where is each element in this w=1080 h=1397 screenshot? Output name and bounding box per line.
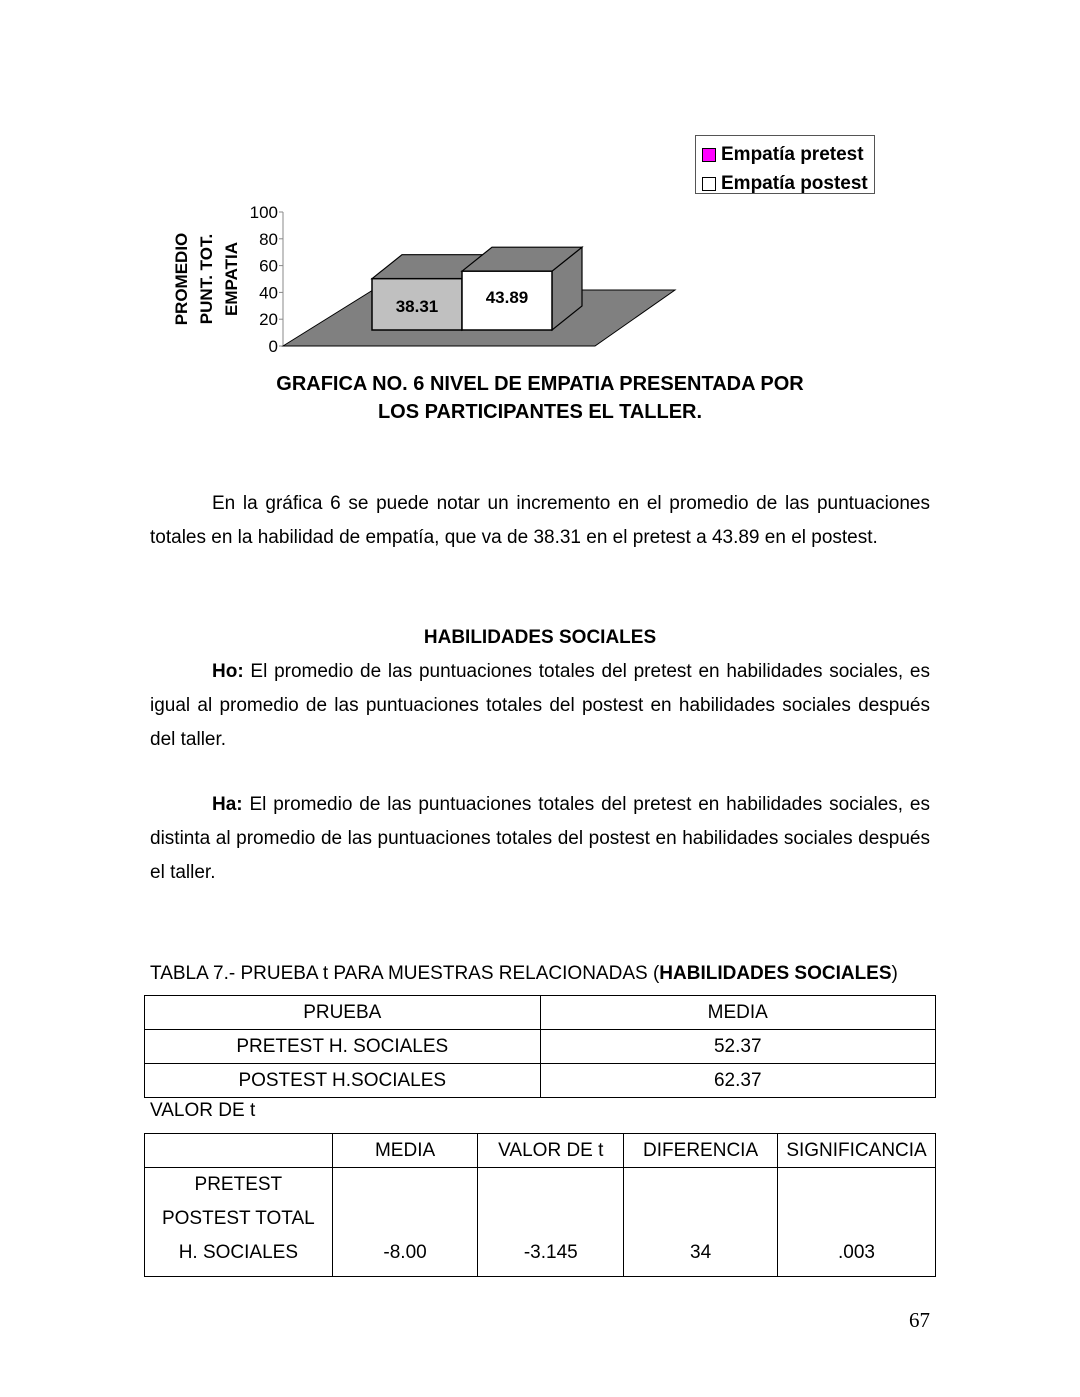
y-tick-label: 60: [259, 256, 278, 276]
legend-item-postest: [702, 169, 874, 198]
caption-line-2: LOS PARTICIPANTES EL TALLER.: [377, 401, 703, 423]
ho-label: Ho:: [212, 661, 244, 682]
table-row: [145, 1030, 936, 1064]
y-tick-label: 80: [259, 229, 278, 249]
row-label-line-3: H. SOCIALES: [178, 1242, 299, 1263]
y-axis-label: PROMEDIO: [172, 232, 191, 326]
table-7-title-bold: HABILIDADES SOCIALES: [659, 963, 892, 984]
row-label: [145, 1168, 333, 1277]
table-header-row: [145, 996, 936, 1030]
hypothesis-ha: [150, 788, 930, 890]
y-axis-label: EMPATIA: [222, 242, 241, 316]
paragraph-empathy: En la gráfica 6 se puede notar un incremento en el promedio de las puntuaciones totales en la habilidad de empatía, que va de 38.31 en el pretest a 43.89 en el postest.: [150, 493, 930, 548]
chart-caption: [150, 370, 930, 426]
y-tick-label: 100: [249, 203, 278, 222]
legend-item-pretest: [702, 140, 874, 169]
bar-data-label: 43.89: [485, 288, 529, 307]
table-7-title: [150, 957, 898, 991]
row-label: POSTEST H.SOCIALES: [145, 1064, 541, 1098]
bar-data-label: 38.31: [395, 297, 439, 316]
y-tick-label: 0: [268, 337, 278, 356]
header-media: MEDIA: [332, 1134, 478, 1168]
ha-label: Ha:: [212, 794, 243, 815]
table-row: [145, 1168, 936, 1277]
bar-postest: [462, 247, 582, 330]
table-7: [144, 995, 936, 1098]
cell-significancia: .003: [778, 1168, 936, 1277]
header-prueba: PRUEBA: [145, 996, 541, 1030]
header-media: MEDIA: [540, 996, 935, 1030]
header-significancia: SIGNIFICANCIA: [778, 1134, 936, 1168]
y-tick-label: 40: [259, 283, 278, 303]
section-title: HABILIDADES SOCIALES: [423, 627, 657, 648]
y-axis-label: PUNT. TOT.: [197, 233, 216, 325]
legend-swatch-postest: [702, 177, 716, 191]
header-empty: [145, 1134, 333, 1168]
row-value: 62.37: [540, 1064, 935, 1098]
row-label-line-2: POSTEST TOTAL: [161, 1208, 315, 1229]
chart-legend: [695, 135, 875, 194]
row-label-line-1: PRETEST: [194, 1174, 283, 1195]
table-7-title-prefix: TABLA 7.- PRUEBA t PARA MUESTRAS RELACIONADAS (: [150, 963, 660, 984]
legend-label-pretest: Empatía pretest: [721, 143, 864, 165]
caption-line-1: GRAFICA NO. 6 NIVEL DE EMPATIA PRESENTADA POR: [276, 373, 804, 395]
table-7-title-suffix: ): [891, 963, 898, 984]
legend-label-postest: Empatía postest: [721, 172, 868, 194]
t-value-table: [144, 1133, 936, 1277]
ha-text: El promedio de las puntuaciones totales del pretest en habilidades sociales, es distinta al promedio de las puntuaciones totales del postest en habilidades sociales después el taller.: [150, 794, 930, 883]
header-diferencia: DIFERENCIA: [624, 1134, 778, 1168]
legend-swatch-pretest: [702, 148, 716, 162]
row-label: PRETEST H. SOCIALES: [145, 1030, 541, 1064]
header-valor-t: VALOR DE t: [478, 1134, 624, 1168]
valor-de-t-label: VALOR DE t: [150, 1100, 256, 1121]
table-header-row: [145, 1134, 936, 1168]
row-value: 52.37: [540, 1030, 935, 1064]
page-number: 67: [909, 1308, 930, 1332]
cell-media: -8.00: [332, 1168, 478, 1277]
table-row: [145, 1064, 936, 1098]
hypothesis-ho: [150, 655, 930, 757]
cell-valor-t: -3.145: [478, 1168, 624, 1277]
y-tick-label: 20: [259, 310, 278, 330]
cell-diferencia: 34: [624, 1168, 778, 1277]
ho-text: El promedio de las puntuaciones totales del pretest en habilidades sociales, es igual al promedio de las puntuaciones totales del postest en habilidades sociales después del taller.: [150, 661, 930, 750]
